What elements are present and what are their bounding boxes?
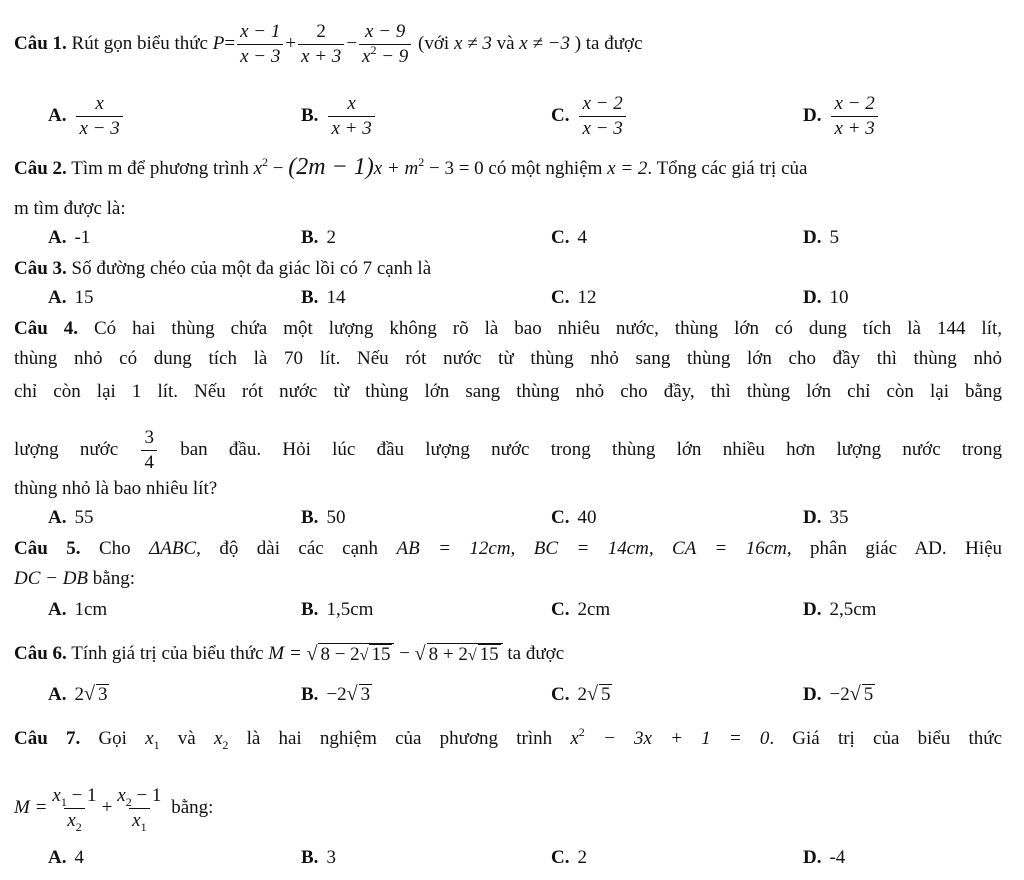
- q4-line4: [14, 428, 1002, 473]
- q7-frac-2: $\frac{x_2 - 1}{x_1}$: [117, 785, 162, 834]
- q2-option-a[interactable]: A. -1: [48, 227, 91, 248]
- q7-statement: [14, 725, 1003, 752]
- q6-option-d[interactable]: D. −2√ 5: [803, 683, 874, 705]
- q1-option-d[interactable]: D. $\frac{x - 2}{x + 3}$: [803, 94, 880, 139]
- q7-option-a[interactable]: A. 4: [48, 847, 84, 868]
- q7-label: Câu 7.: [14, 728, 81, 749]
- q1-cond1: x ≠ 3: [453, 32, 492, 54]
- q1-option-b[interactable]: B. $\frac{x}{x + 3}$: [301, 94, 377, 139]
- q6-option-b[interactable]: B. −2√ 3: [301, 683, 371, 705]
- q6-options: [48, 682, 948, 712]
- q7-frac-1: $\frac{x_1 - 1}{x_2}$: [52, 785, 97, 834]
- q6-label: Câu 6.: [14, 643, 67, 664]
- q2-option-c[interactable]: C. 4: [551, 227, 587, 248]
- q6-option-c[interactable]: C. 2√ 5: [551, 683, 611, 705]
- q1-cond2: x ≠ −3: [519, 32, 570, 54]
- q3-option-a[interactable]: A. 15: [48, 287, 94, 308]
- q2-option-d[interactable]: D. 5: [803, 227, 839, 248]
- q2-text-a: Tìm m để phương trình: [71, 158, 249, 179]
- q5-option-c[interactable]: C. 2cm: [551, 599, 611, 620]
- q7-option-d[interactable]: D. -4: [803, 847, 846, 868]
- q4-option-b[interactable]: B. 50: [301, 507, 346, 528]
- q2-root: x = 2: [607, 158, 648, 179]
- q1-option-a[interactable]: A. $\frac{x}{x - 3}$: [48, 94, 125, 139]
- q6-statement: [14, 643, 1002, 666]
- q5-options: [48, 598, 948, 628]
- q6-minus: −: [394, 643, 415, 664]
- q1-term2-den: x + 3: [298, 44, 344, 67]
- q3-option-b[interactable]: B. 14: [301, 287, 346, 308]
- q4-line5: thùng nhỏ là bao nhiêu lít?: [14, 478, 218, 499]
- q6-lhs: M =: [268, 643, 302, 664]
- q7-equation: $x^2 - 3x + 1 = 0$: [570, 725, 770, 749]
- q7-text-c: . Giá trị của biểu thức: [769, 728, 1003, 749]
- q1-cond-open: (với: [418, 32, 450, 54]
- q2-text-b: có một nghiệm: [488, 158, 603, 179]
- q1-term3-num: x − 9: [365, 21, 406, 42]
- q4-label: Câu 4.: [14, 318, 79, 339]
- q3-statement: [14, 258, 1002, 280]
- q6-radical-1: √ 8 − 2√ 15: [306, 643, 394, 666]
- q1-term3-den: $x^2 - 9$: [359, 44, 411, 67]
- q3-label: Câu 3.: [14, 258, 67, 279]
- q2-line2: m tìm được là:: [14, 198, 126, 219]
- q5-label: Câu 5.: [14, 538, 81, 559]
- q4-line1: [14, 318, 1002, 340]
- q2-text-c: . Tổng các giá trị của: [647, 158, 808, 179]
- q1-term2: [298, 22, 344, 67]
- q7-lhs: M =: [14, 796, 48, 818]
- q7-option-c[interactable]: C. 2: [551, 847, 587, 868]
- q7-option-b[interactable]: B. 3: [301, 847, 336, 868]
- q1-lhs: P: [212, 32, 225, 54]
- q5-statement: [14, 538, 1002, 560]
- q1-text: Rút gọn biểu thức: [71, 32, 208, 54]
- q4-fraction: $\frac{3}{4}$: [141, 428, 157, 473]
- q5-sides: AB = 12cm, BC = 14cm, CA = 16cm: [396, 538, 787, 559]
- q5-option-d[interactable]: D. 2,5cm: [803, 599, 877, 620]
- q1-term3: [359, 22, 411, 67]
- q7-options: [48, 846, 948, 876]
- q7-line2: M = $\frac{x_1 - 1}{x_2}$ + $\frac{x_2 - 1}{x_1}$ bằng:: [14, 785, 214, 834]
- q1-option-c[interactable]: C. $\frac{x - 2}{x - 3}$: [551, 94, 628, 139]
- q2-option-b[interactable]: B. 2: [301, 227, 336, 248]
- q4-line3: chỉ còn lại 1 lít. Nếu rót nước từ thùng lớn sang thùng nhỏ cho đầy, thì thùng lớn chỉ còn lại bằng: [14, 381, 1002, 402]
- q1-term2-num: 2: [316, 21, 326, 42]
- q7-x1: $x_1$: [145, 728, 160, 752]
- q5-option-a[interactable]: A. 1cm: [48, 599, 108, 620]
- q4-line2: thùng nhỏ có dung tích là 70 lít. Nếu rót nước từ thùng nhỏ sang thùng lớn cho đầy thì thùng nhỏ: [14, 348, 1002, 369]
- q2-options: [48, 226, 948, 256]
- q1-label: Câu 1.: [14, 32, 67, 54]
- q6-tail: ta được: [507, 643, 565, 664]
- q1-term1: [237, 22, 283, 67]
- q5-triangle: ΔABC: [149, 538, 197, 559]
- q3-option-c[interactable]: C. 12: [551, 287, 597, 308]
- q5-text-a: Cho: [98, 538, 131, 559]
- q4-options: [48, 506, 948, 536]
- q5-text-b: , độ dài các cạnh: [196, 538, 379, 559]
- q3-options: [48, 286, 948, 316]
- q1-statement: Câu 1. Rút gọn biểu thức P= $\frac{x - 1}{x - 3}$ + $\frac{2}{x + 3}$ − $\frac{x - 9}{x^2 - 9}$ (với x ≠ 3 và x ≠ −3 ) ta được: [14, 21, 643, 67]
- q7-text-b: là hai nghiệm của phương trình: [246, 728, 553, 749]
- q1-and: và: [496, 32, 515, 54]
- q6-option-a[interactable]: A. 2√ 3: [48, 683, 108, 705]
- q1-tail: ) ta được: [574, 32, 643, 54]
- q4-line4b: ban đầu. Hỏi lúc đầu lượng nước trong thùng lớn nhiều hơn lượng nước trong: [180, 438, 1002, 460]
- q2-label: Câu 2.: [14, 158, 67, 179]
- q6-text: Tính giá trị của biểu thức: [71, 643, 264, 664]
- q5-line2: [14, 568, 1002, 590]
- q1-term1-den: x − 3: [237, 44, 283, 67]
- q4-option-d[interactable]: D. 35: [803, 507, 849, 528]
- q4-option-c[interactable]: C. 40: [551, 507, 597, 528]
- q1-options: [48, 93, 948, 139]
- q7-tail: bằng:: [171, 796, 214, 818]
- q7-text-a: Gọi: [98, 728, 127, 749]
- q5-text-c: , phân giác AD. Hiệu: [786, 538, 1003, 559]
- q3-text: Số đường chéo của một đa giác lồi có 7 cạnh là: [71, 258, 432, 279]
- q4-line4a: lượng nước: [14, 438, 119, 460]
- q1-term1-num: x − 1: [240, 21, 281, 42]
- q6-radical-2: √ 8 + 2√ 15: [415, 643, 503, 666]
- q7-x2: $x_2$: [213, 728, 229, 752]
- q5-line2-text: bằng:: [92, 568, 136, 589]
- q5-expr: DC − DB: [14, 568, 89, 589]
- q2-equation: $x^2 - (2m - 1)x + m^2 - 3 = 0$: [253, 154, 484, 180]
- q4-line1-text: Có hai thùng chứa một lượng không rõ là bao nhiêu nước, thùng lớn có dung tích là 144 lít,: [94, 318, 1002, 339]
- q3-option-d[interactable]: D. 10: [803, 287, 849, 308]
- q7-and: và: [177, 728, 196, 749]
- q4-option-a[interactable]: A. 55: [48, 507, 94, 528]
- q2-statement: [14, 156, 1002, 180]
- q5-option-b[interactable]: B. 1,5cm: [301, 599, 374, 620]
